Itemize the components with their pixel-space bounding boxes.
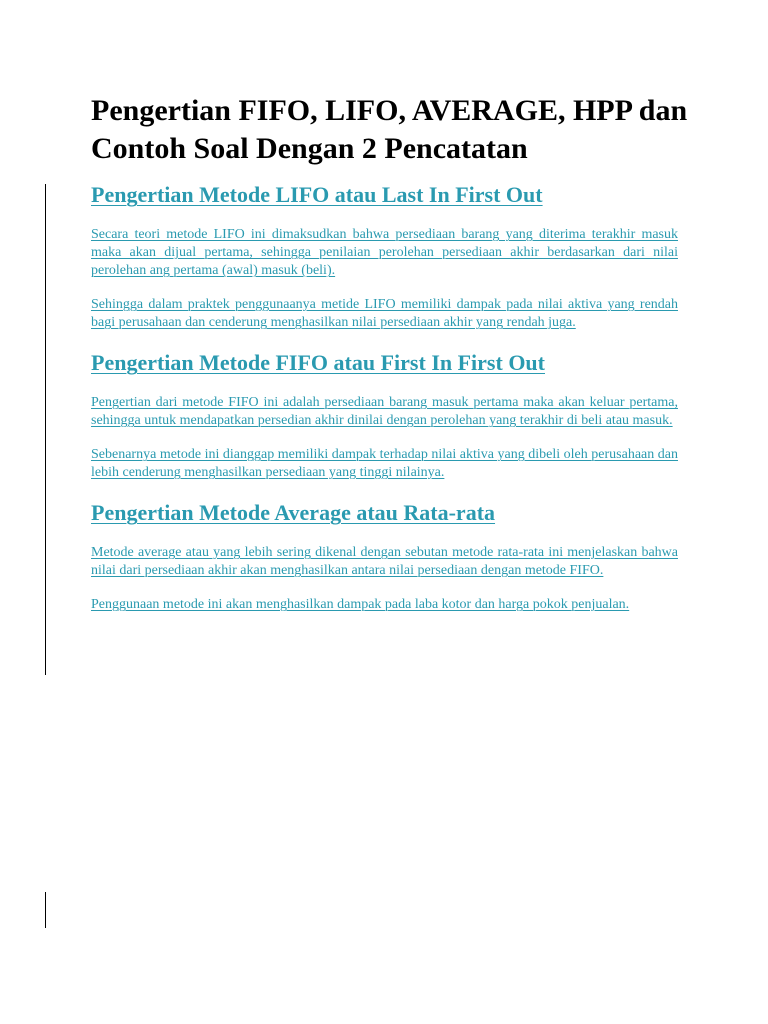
- paragraph-average-1[interactable]: Metode average atau yang lebih sering dikenal dengan sebutan metode rata-rata ini menjelaskan bahwa nilai dari persediaan akhir akan menghasilkan antara nilai persediaan dengan metode FIFO.: [91, 545, 678, 578]
- document-body: [91, 180, 678, 630]
- section-average: [91, 498, 678, 614]
- section-heading-average[interactable]: Pengertian Metode Average atau Rata-rata: [91, 500, 496, 525]
- section-heading-lifo[interactable]: Pengertian Metode LIFO atau Last In First Out: [91, 182, 543, 207]
- margin-change-bar-bottom: [45, 892, 46, 928]
- page-title: Pengertian FIFO, LIFO, AVERAGE, HPP dan Contoh Soal Dengan 2 Pencatatan: [91, 94, 688, 165]
- section-heading-fifo[interactable]: Pengertian Metode FIFO atau First In First Out: [91, 350, 545, 375]
- paragraph-fifo-1[interactable]: Pengertian dari metode FIFO ini adalah persediaan barang masuk pertama maka akan keluar pertama, sehingga untuk mendapatkan persedian akhir dinilai dengan perolehan yang terakhir di beli atau masuk.: [91, 395, 678, 428]
- paragraph-lifo-1[interactable]: Secara teori metode LIFO ini dimaksudkan bahwa persediaan barang yang diterima terakhir masuk maka akan dijual pertama, sehingga penilaian perolehan persediaan akhir berdasarkan dari nilai perolehan ang pertama (awal) masuk (beli).: [91, 227, 678, 278]
- section-fifo: [91, 348, 678, 482]
- paragraph-fifo-2[interactable]: Sebenarnya metode ini dianggap memiliki dampak terhadap nilai aktiva yang dibeli oleh perusahaan dan lebih cenderung menghasilkan persediaan yang tinggi nilainya.: [91, 447, 678, 480]
- margin-change-bar-top: [45, 184, 46, 675]
- section-lifo: [91, 180, 678, 332]
- paragraph-average-2[interactable]: Penggunaan metode ini akan menghasilkan dampak pada laba kotor dan harga pokok penjualan.: [91, 597, 630, 612]
- paragraph-lifo-2[interactable]: Sehingga dalam praktek penggunaanya metide LIFO memiliki dampak pada nilai aktiva yang rendah bagi perusahaan dan cenderung menghasilkan nilai persediaan akhir yang rendah juga.: [91, 297, 678, 330]
